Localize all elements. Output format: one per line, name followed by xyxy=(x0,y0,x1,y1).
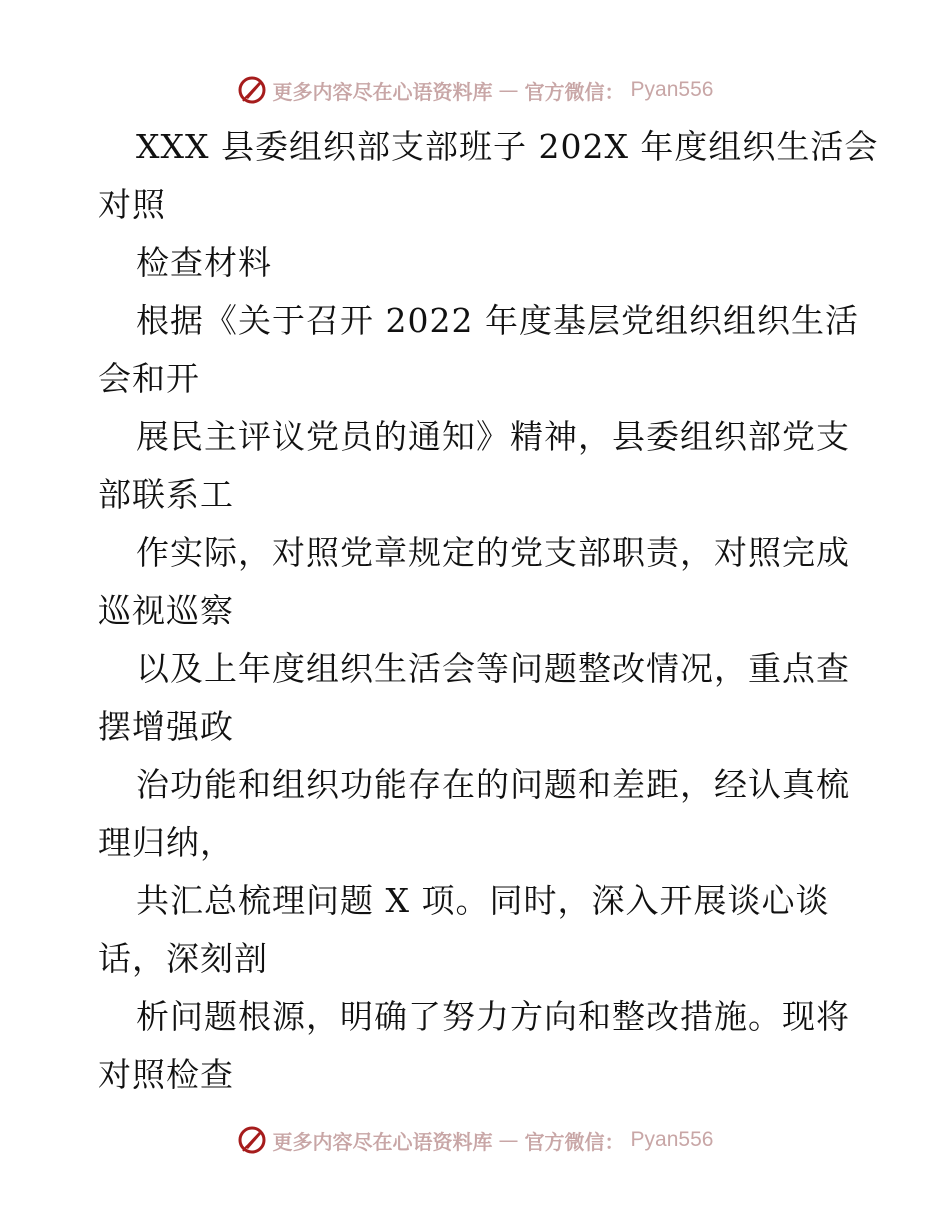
document-line: 对照检查 xyxy=(98,1055,234,1094)
banner-slogan: 更多内容尽在心语资料库 xyxy=(272,79,493,104)
footer-banner xyxy=(0,1120,950,1160)
banner-separator: — xyxy=(498,1128,519,1152)
banner-wechat-id: Pyan556 xyxy=(630,1128,714,1151)
document-line: 展民主评议党员的通知》精神，县委组织部党支 xyxy=(136,417,850,456)
document-line: 以及上年度组织生活会等问题整改情况，重点查 xyxy=(136,649,850,688)
quill-circle-icon xyxy=(237,75,267,105)
document-line: 话，深刻剖 xyxy=(98,939,268,978)
document-line: 析问题根源，明确了努力方向和整改措施。现将 xyxy=(136,997,850,1036)
banner-wechat-id: Pyan556 xyxy=(630,78,714,101)
document-line: 作实际，对照党章规定的党支部职责，对照完成 xyxy=(136,533,850,572)
banner-wechat-label: 官方微信： xyxy=(524,1129,625,1154)
document-line: 部联系工 xyxy=(98,475,234,514)
document-line: 理归纳， xyxy=(98,823,234,862)
document-line: 检查材料 xyxy=(136,243,272,282)
document-line: 根据《关于召开 2022 年度基层党组织组织生活 xyxy=(136,301,859,340)
banner-separator: — xyxy=(498,78,519,102)
document-line: 治功能和组织功能存在的问题和差距，经认真梳 xyxy=(136,765,850,804)
document-body xyxy=(98,118,879,1104)
banner-slogan: 更多内容尽在心语资料库 xyxy=(272,1129,493,1154)
document-line: 共汇总梳理问题 X 项。同时，深入开展谈心谈 xyxy=(136,881,830,920)
quill-circle-icon xyxy=(237,1125,267,1155)
document-line: 会和开 xyxy=(98,359,200,398)
document-line: 摆增强政 xyxy=(98,707,234,746)
header-banner xyxy=(0,70,950,110)
document-line: 巡视巡察 xyxy=(98,591,234,630)
banner-wechat-label: 官方微信： xyxy=(524,79,625,104)
document-line: XXX 县委组织部支部班子 202X 年度组织生活会 xyxy=(136,127,879,166)
document-line: 对照 xyxy=(98,185,166,224)
